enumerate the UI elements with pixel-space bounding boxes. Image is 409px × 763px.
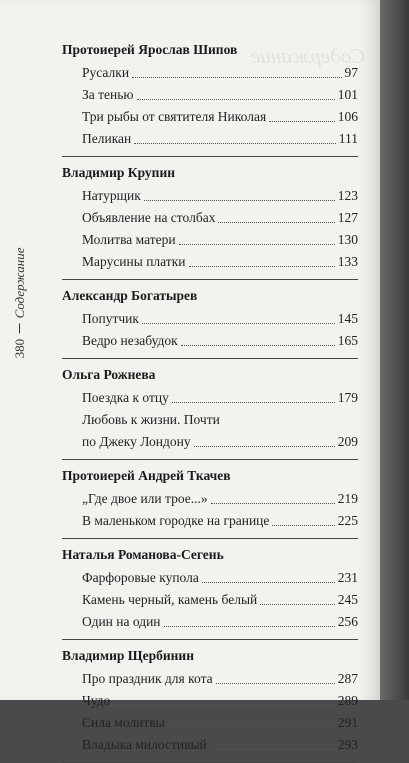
author-heading: Владимир Щербинин xyxy=(62,648,194,663)
entry-title: Фарфоровые купола xyxy=(82,570,199,585)
toc-section xyxy=(62,359,358,460)
dot-leader xyxy=(134,143,335,144)
entry-page-number: 209 xyxy=(337,434,358,449)
dot-leader xyxy=(189,266,335,267)
dot-leader xyxy=(172,402,335,403)
entry-title: Один на один xyxy=(82,614,161,629)
author-heading: Ольга Рожнева xyxy=(62,367,156,382)
entry-title: Ведро незабудок xyxy=(82,333,178,348)
toc-entry xyxy=(82,668,358,690)
entry-title: Натурщик xyxy=(82,188,141,203)
dot-leader xyxy=(260,604,334,605)
entry-title: Три рыбы от святителя Николая xyxy=(82,109,267,124)
entry-title-line1: Любовь к жизни. Почти xyxy=(82,412,220,427)
entry-title: Чудо xyxy=(82,693,111,708)
dot-leader xyxy=(211,503,335,504)
entry-page-number: 291 xyxy=(337,715,358,730)
toc-entry-line xyxy=(82,409,358,431)
toc-entry xyxy=(82,690,358,712)
entry-page-number: 256 xyxy=(337,614,358,629)
entry-title: по Джеку Лондону xyxy=(82,434,191,449)
toc-entry xyxy=(82,431,358,453)
entry-title: Объявление на столбах xyxy=(82,210,216,225)
toc-entry xyxy=(82,510,358,532)
entry-page-number: 231 xyxy=(337,570,358,585)
entry-page-number: 165 xyxy=(337,333,358,348)
book-spine-shadow xyxy=(380,0,409,700)
toc-entry xyxy=(82,84,358,106)
toc-section xyxy=(62,38,358,157)
dot-leader xyxy=(113,705,334,706)
entry-title: Сила молитвы xyxy=(82,715,165,730)
toc-entry xyxy=(82,185,358,207)
toc-entry xyxy=(82,734,358,756)
toc-entry xyxy=(82,62,358,84)
author-heading: Александр Богатырев xyxy=(62,288,198,303)
toc-section xyxy=(62,157,358,280)
toc-entry xyxy=(82,589,358,611)
entry-page-number: 245 xyxy=(337,592,358,607)
entry-page-number: 225 xyxy=(337,513,358,528)
page-number: 380 xyxy=(12,338,27,359)
toc-entry xyxy=(82,387,358,409)
entry-page-number: 101 xyxy=(337,87,358,102)
dot-leader xyxy=(137,99,335,100)
bleed-through-text: Содержание xyxy=(251,44,366,68)
dot-leader xyxy=(216,683,335,684)
running-title: Содержание xyxy=(12,248,27,319)
dot-leader xyxy=(202,582,335,583)
toc-entry xyxy=(82,128,358,150)
entry-page-number: 145 xyxy=(337,311,358,326)
author-heading: Протоиерей Ярослав Шипов xyxy=(62,42,238,57)
entry-page-number: 287 xyxy=(337,671,358,686)
toc-entry xyxy=(82,488,358,510)
toc-section xyxy=(62,640,358,763)
toc-entry xyxy=(82,330,358,352)
entry-title: Молитва матери xyxy=(82,232,176,247)
entry-title: Владыка милостивый xyxy=(82,737,207,752)
entry-title: „Где двое или трое...» xyxy=(82,491,208,506)
entry-page-number: 97 xyxy=(344,65,358,80)
dot-leader xyxy=(272,525,334,526)
entry-title: В маленьком городке на границе xyxy=(82,513,270,528)
toc-entry xyxy=(82,106,358,128)
dot-leader xyxy=(132,77,341,78)
entry-page-number: 130 xyxy=(337,232,358,247)
toc-section xyxy=(62,539,358,640)
entry-title: Русалки xyxy=(82,65,130,80)
table-of-contents xyxy=(62,38,358,763)
entry-title: Поездка к отцу xyxy=(82,390,169,405)
toc-entry xyxy=(82,229,358,251)
toc-section xyxy=(62,460,358,539)
entry-title: Пеликан xyxy=(82,131,132,146)
toc-entry xyxy=(82,712,358,734)
toc-entry xyxy=(82,611,358,633)
toc-section xyxy=(62,280,358,359)
entry-page-number: 111 xyxy=(338,131,358,146)
dot-leader xyxy=(210,749,335,750)
toc-entry xyxy=(82,308,358,330)
dot-leader xyxy=(168,727,335,728)
author-heading: Владимир Крупин xyxy=(62,165,175,180)
entry-page-number: 123 xyxy=(337,188,358,203)
entry-title: Про праздник для кота xyxy=(82,671,213,686)
author-heading: Наталья Романова-Сегень xyxy=(62,547,224,562)
dot-leader xyxy=(269,121,335,122)
header-divider xyxy=(20,324,21,334)
toc-entry xyxy=(82,567,358,589)
toc-entry xyxy=(82,207,358,229)
entry-title: Камень черный, камень белый xyxy=(82,592,258,607)
dot-leader xyxy=(218,222,334,223)
dot-leader xyxy=(164,626,335,627)
entry-page-number: 106 xyxy=(337,109,358,124)
dot-leader xyxy=(179,244,335,245)
dot-leader xyxy=(144,200,335,201)
entry-page-number: 219 xyxy=(337,491,358,506)
entry-page-number: 179 xyxy=(337,390,358,405)
author-heading: Протоиерей Андрей Ткачев xyxy=(62,468,231,483)
dot-leader xyxy=(142,323,335,324)
entry-title: Попутчик xyxy=(82,311,139,326)
entry-page-number: 289 xyxy=(337,693,358,708)
entry-page-number: 293 xyxy=(337,737,358,752)
running-header xyxy=(12,248,28,358)
dot-leader xyxy=(194,446,335,447)
entry-title: Марусины платки xyxy=(82,254,186,269)
dot-leader xyxy=(181,345,335,346)
entry-page-number: 127 xyxy=(337,210,358,225)
toc-entry xyxy=(82,251,358,273)
entry-title: За тенью xyxy=(82,87,134,102)
entry-page-number: 133 xyxy=(337,254,358,269)
